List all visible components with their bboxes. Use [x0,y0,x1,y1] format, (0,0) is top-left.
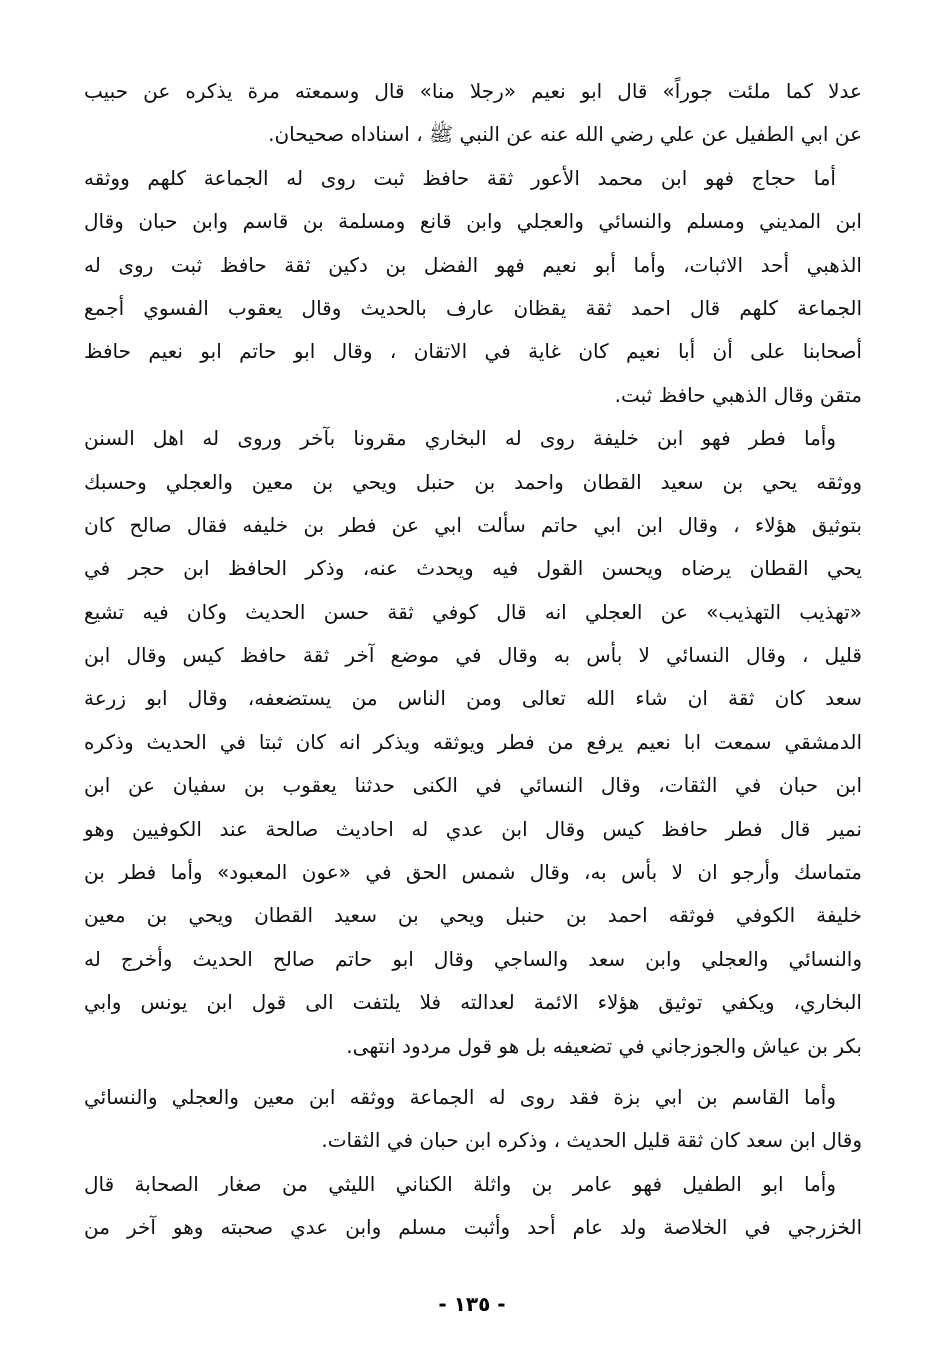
page-body [84,70,862,1250]
text-line: وقال ابن سعد كان ثقة قليل الحديث ، وذكره ابن حبان في الثقات. [321,1128,862,1153]
page-number: - ١٣٥ - [438,1292,506,1316]
paragraph-start-line: وأما القاسم بن ابي بزة فقد روى له الجماعة ووثقه ابن معين والعجلي والنسائي [84,1084,836,1109]
text-line: قليل ، وقال النسائي لا بأس به وقال في موضع آخر ثقة حافظ كيس وقال ابن [84,643,862,668]
text-line: بكر بن عياش والجوزجاني في تضعيفه بل هو قول مردود انتهى. [346,1033,862,1058]
text-line: «تهذيب التهذيب» عن العجلي انه قال كوفي ثقة حسن الحديث وكان فيه تشيع [84,599,862,624]
text-line: خليفة الكوفي فوثقه احمد بن حنبل ويحي بن سعيد القطان ويحي بن معين [84,903,862,928]
text-line: الذهبي أحد الاثبات، وأما أبو نعيم فهو الفضل بن دكين ثقة حافظ ثبت روى له [84,252,862,277]
paragraph-start-line: وأما ابو الطفيل فهو عامر بن واثلة الكناني الليثي من صغار الصحابة قال [84,1171,836,1196]
text-line: الجماعة كلهم قال احمد ثقة يقظان عارف بالحديث وقال يعقوب الفسوي أجمع [84,295,862,320]
text-line: متماسك وأرجو ان لا بأس به، وقال شمس الحق في «عون المعبود» وأما فطر بن [84,860,862,885]
text-line: يحي القطان يرضاه ويحسن القول فيه ويحدث عنه، وذكر الحافظ ابن حجر في [84,556,862,581]
text-line: أصحابنا على أن أبا نعيم كان غاية في الاتقان ، وقال ابو حاتم ابو نعيم حافظ [84,339,862,364]
text-line: عدلا كما ملئت جوراً» قال ابو نعيم «رجلا منا» قال وسمعته مرة يذكره عن حبيب [84,79,862,103]
text-line: ابن حبان في الثقات، وقال النسائي في الكنى حدثنا يعقوب بن سفيان عن ابن [84,773,862,798]
text-line: الخزرجي في الخلاصة ولد عام أحد وأثبت مسلم وابن عدي صحبته وهو آخر من [84,1215,862,1240]
text-line: البخاري، ويكفي توثيق هؤلاء الائمة لعدالته فلا يلتفت الى قول ابن يونس وابي [84,990,862,1015]
paragraph-start-line: أما حجاج فهو ابن محمد الأعور ثقة حافظ ثبت روى له الجماعة كلهم ووثقه [84,165,836,190]
text-line: ووثقه يحي بن سعيد القطان واحمد بن حنبل ويحي بن معين والعجلي وحسبك [84,469,862,494]
text-line: سعد كان ثقة ان شاء الله تعالى ومن الناس من يستضعفه، وقال ابو زرعة [84,686,862,711]
text-line: نمير قال فطر حافظ كيس وقال ابن عدي له احاديث صالحة عند الكوفيين وهو [84,816,862,841]
text-line: عن ابي الطفيل عن علي رضي الله عنه عن النبي ﷺ ، اسناداه صحيحان. [268,122,862,147]
text-line: الدمشقي سمعت ابا نعيم يرفع من فطر ويوثقه ويذكر انه كان ثبتا في الحديث وذكره [84,729,862,754]
text-line: والنسائي والعجلي وابن سعد والساجي وقال ابو حاتم صالح الحديث وأخرج له [84,946,862,971]
paragraph-start-line: وأما فطر فهو ابن خليفة روى له البخاري مقرونا بآخر وروى له اهل السنن [84,426,836,451]
text-line: بتوثيق هؤلاء ، وقال ابن ابي حاتم سألت ابي عن فطر بن خليفه فقال صالح كان [84,512,862,537]
text-line: متقن وقال الذهبي حافظ ثبت. [614,382,862,407]
text-line: ابن المديني ومسلم والنسائي والعجلي وابن قانع ومسلمة بن قاسم وابن حبان وقال [84,209,862,234]
